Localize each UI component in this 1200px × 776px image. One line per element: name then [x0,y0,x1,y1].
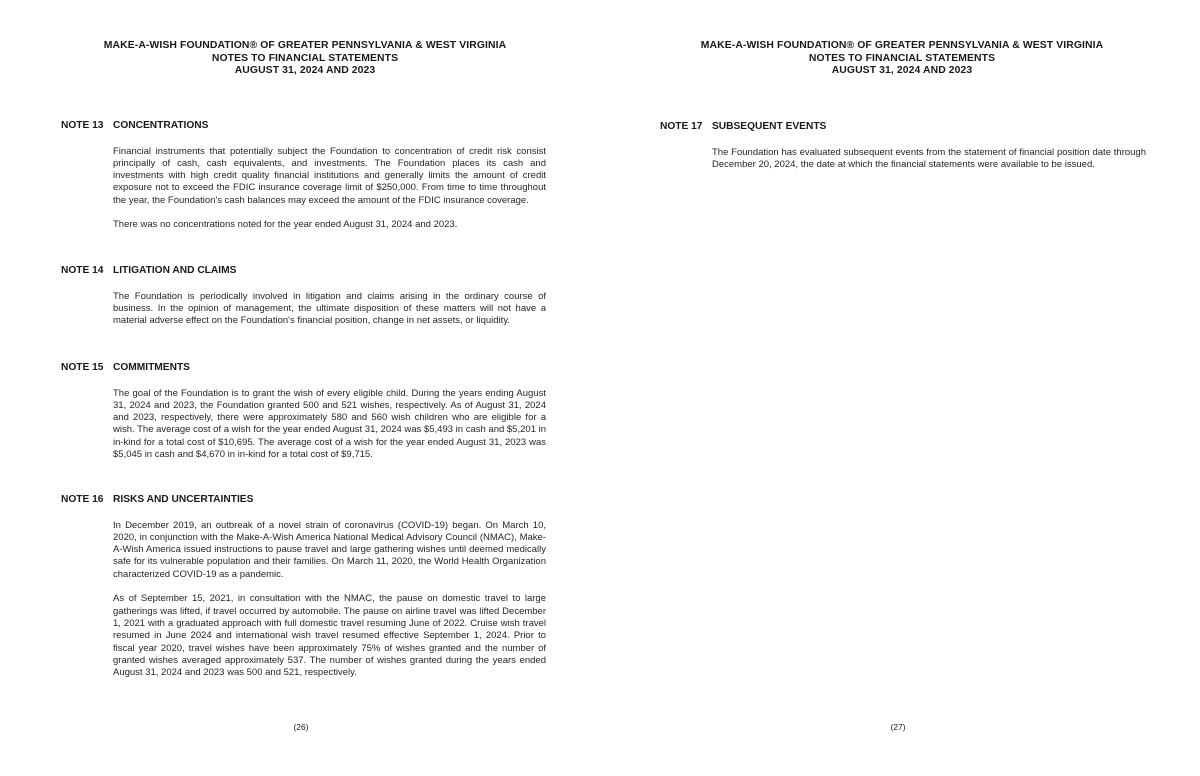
note-16 [61,494,546,680]
header-document-title: NOTES TO FINANCIAL STATEMENTS [211,52,399,64]
page-number: (26) [293,722,309,732]
note-title: SUBSEQUENT EVENTS [712,121,827,132]
note-title: LITIGATION AND CLAIMS [113,265,237,276]
page-27 [600,0,1200,776]
note-15 [61,362,546,461]
note-paragraph: Financial instruments that potentially subject the Foundation to concentration of credit risk consist principally of cash, cash equivalents, and investments. The Foundation places its cash and investments with high credit quality financial institutions and generally limits the amount of credit exposure not to exceed the FDIC insurance coverage limit of $250,000. From time to time throughout the year, the Foundation's cash balances may exceed the amount of the FDIC insurance coverage. [113,145,546,206]
note-17 [660,121,1146,171]
note-heading [61,120,546,132]
note-heading [61,362,546,374]
header-date: AUGUST 31, 2024 AND 2023 [831,65,973,76]
note-title: COMMITMENTS [113,362,190,373]
note-paragraph: In December 2019, an outbreak of a novel strain of coronavirus (COVID-19) began. On March 10, 2020, in conjunction with the Make-A-Wish America National Medical Advisory Council (NMAC), Make-A-Wish America issued instructions to pause travel and large gathering wishes until deemed medically safe for its vulnerable population and their families. On March 11, 2020, the World Health Organization characterized COVID-19 as a pandemic. [113,519,546,580]
note-number: NOTE 17 [660,121,703,132]
note-heading [61,265,546,277]
note-paragraph: The Foundation has evaluated subsequent events from the statement of financial position date through December 20, 2024, the date at which the financial statements were available to be issued. [712,146,1146,170]
note-number: NOTE 16 [61,494,104,505]
note-14 [61,265,546,327]
note-heading [61,494,546,506]
header-organization: MAKE-A-WISH FOUNDATION® OF GREATER PENNSYLVANIA & WEST VIRGINIA [700,40,1104,51]
note-heading [660,121,1146,133]
page-number: (27) [890,722,906,732]
note-number: NOTE 13 [61,120,104,131]
note-title: CONCENTRATIONS [113,120,209,131]
note-paragraph: The goal of the Foundation is to grant the wish of every eligible child. During the years ending August 31, 2024 and 2023, the Foundation granted 500 and 521 wishes, respectively. As of August 31, 2024 and 2023, respectively, there were approximately 580 and 560 wish children who are eligible for a wish. The average cost of a wish for the year ended August 31, 2024 was $5,493 in cash and $5,201 in in-kind for a total cost of $10,695. The average cost of a wish for the year ended August 31, 2023 was $5,045 in cash and $4,670 in in-kind for a total cost of $9,715. [113,387,546,460]
note-paragraph: There was no concentrations noted for the year ended August 31, 2024 and 2023. [113,219,458,231]
header-organization: MAKE-A-WISH FOUNDATION® OF GREATER PENNSYLVANIA & WEST VIRGINIA [103,40,507,51]
header-date: AUGUST 31, 2024 AND 2023 [234,65,376,76]
note-number: NOTE 15 [61,362,104,373]
note-paragraph: As of September 15, 2021, in consultation with the NMAC, the pause on domestic travel to large gatherings was lifted, if travel occurred by automobile. The pause on airline travel was lifted December 1, 2021 with a graduated approach with full domestic travel resuming June of 2022. Cruise wish travel resumed in June 2024 and international wish travel resumed effective September 1, 2024. Prior to fiscal year 2020, travel wishes have been approximately 75% of wishes granted and the number of granted wishes averaged approximately 537. The number of wishes granted during the years ended August 31, 2024 and 2023 was 500 and 521, respectively. [113,593,546,679]
note-number: NOTE 14 [61,265,104,276]
header-document-title: NOTES TO FINANCIAL STATEMENTS [808,52,996,64]
note-13 [61,120,546,232]
page-header [70,40,540,78]
note-title: RISKS AND UNCERTAINTIES [113,494,254,505]
note-paragraph: The Foundation is periodically involved in litigation and claims arising in the ordinary course of business. In the opinion of management, the ultimate disposition of these matters will not have a material adverse effect on the Foundation's financial position, change in net assets, or liquidity. [113,290,546,327]
page-header [670,40,1134,78]
